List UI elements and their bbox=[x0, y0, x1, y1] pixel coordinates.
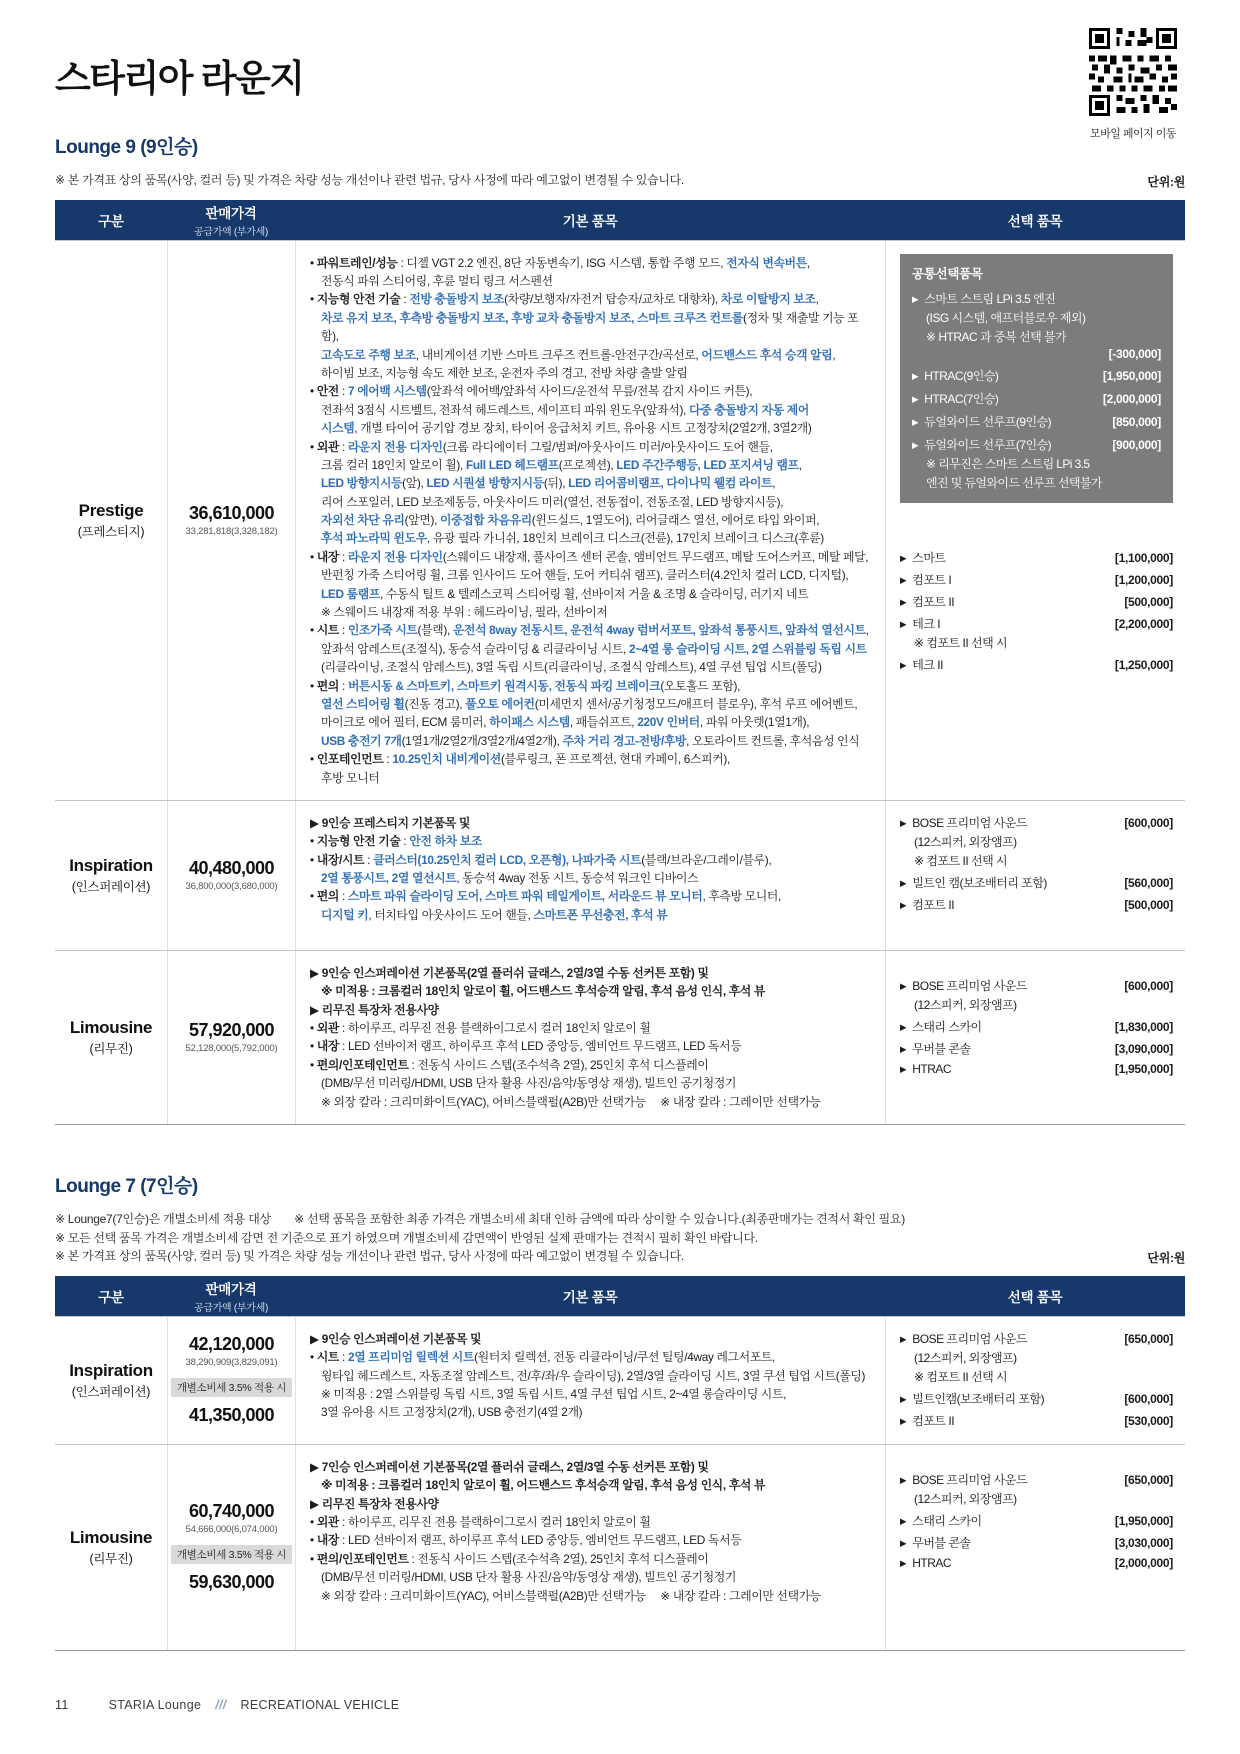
option-item bbox=[900, 549, 1173, 566]
option-price: [600,000] bbox=[1124, 1391, 1173, 1406]
limousine9-features bbox=[295, 951, 885, 1124]
trim-name-ko: (리무진) bbox=[89, 1551, 133, 1566]
common-options-list bbox=[912, 367, 1161, 453]
feature-line: ▶ 9인승 인스퍼레이션 기본품목(2열 플러쉬 글래스, 2열/3열 수동 선커튼 포함) 및 bbox=[310, 965, 709, 980]
feature-line: ※ 미적용 : 크롬컬러 18인치 알로이 휠, 어드밴스드 후석승객 알림, 후석 음성 인식, 후석 뷰 bbox=[321, 1478, 766, 1493]
option-item bbox=[912, 390, 1161, 407]
limousine9-trim bbox=[55, 951, 167, 1124]
triangle-bullet-icon: ▶ bbox=[900, 1063, 907, 1074]
option-subline: (12스피커, 외장앰프) bbox=[914, 997, 1017, 1012]
option-label: 듀얼와이드 선루프(7인승) bbox=[924, 437, 1052, 452]
inspiration7-trim bbox=[55, 1317, 167, 1444]
option-label: 스태리 스카이 bbox=[912, 1513, 982, 1528]
feature-line: • 내장 : LED 선바이저 램프, 하이루프 후석 LED 중앙등, 엠비언트 무드램프, LED 독서등 bbox=[310, 1533, 742, 1548]
option-item bbox=[900, 814, 1173, 831]
option-price: [1,830,000] bbox=[1114, 1019, 1173, 1034]
common-options-box bbox=[900, 254, 1173, 503]
feature-line: 디지털 키, 터치타입 아웃사이드 도어 핸들, 스마트폰 무선충전, 후석 뷰 bbox=[321, 907, 668, 922]
option-price: [500,000] bbox=[1124, 897, 1173, 912]
lounge9-note: ※ 본 가격표 상의 품목(사양, 컬러 등) 및 가격은 차량 성능 개선이나 관련 법규, 당사 사정에 따라 예고없이 변경될 수 있습니다. bbox=[55, 173, 684, 187]
row-limousine-9 bbox=[55, 950, 1185, 1124]
feature-line: 리어 스포일러, LED 보조제동등, 아웃사이드 미러(열선, 전동접이, 전동조절, LED 방향지시등), bbox=[321, 494, 784, 509]
price-supply: 54,666,000(6,074,000) bbox=[185, 1524, 278, 1536]
inspiration9-options bbox=[885, 801, 1185, 950]
qr-caption: 모바일 페이지 이동 bbox=[1089, 128, 1177, 140]
row-inspiration-9 bbox=[55, 800, 1185, 950]
option-price: [600,000] bbox=[1124, 978, 1173, 993]
option-subline: ※ 컴포트 II 선택 시 bbox=[914, 853, 1008, 868]
feature-line: ※ 스웨이드 내장재 적용 부위 : 헤드라이닝, 필라, 선바이저 bbox=[321, 605, 608, 620]
triangle-bullet-icon: ▶ bbox=[900, 1557, 907, 1568]
tax-badge: 개별소비세 3.5% 적용 시 bbox=[171, 1378, 292, 1397]
option-item bbox=[900, 1512, 1173, 1529]
feature-line: 후방 모니터 bbox=[321, 770, 380, 785]
option-item bbox=[900, 1412, 1173, 1429]
triangle-bullet-icon: ▶ bbox=[900, 817, 907, 828]
feature-line: 후석 파노라믹 윈도우, 유광 필라 가니쉬, 18인치 브레이크 디스크(전륜), 17인치 브레이크 디스크(후륜) bbox=[321, 531, 824, 546]
option-subline: (ISG 시스템, 애프터블로우 제외) bbox=[926, 310, 1086, 325]
trim-name-ko: (인스퍼레이션) bbox=[71, 879, 151, 894]
price-supply: 36,800,000(3,680,000) bbox=[185, 881, 278, 893]
option-price: [2,000,000] bbox=[1102, 391, 1161, 406]
feature-line: 윙타입 헤드레스트, 자동조절 암레스트, 전/후/좌/우 슬라이딩), 2열/3열 슬라이딩 시트, 3열 쿠션 팁업 시트(폴딩) bbox=[321, 1368, 866, 1383]
feature-line: ▶ 9인승 인스퍼레이션 기본품목 및 bbox=[310, 1331, 482, 1346]
triangle-bullet-icon: ▶ bbox=[900, 1333, 907, 1344]
price-main-discounted: 41,350,000 bbox=[188, 1405, 275, 1426]
option-price: [1,250,000] bbox=[1114, 657, 1173, 672]
feature-line: • 외관 : 라운지 전용 디자인(크롬 라디에이터 그릴/범퍼/아웃사이드 미러/아웃사이드 도어 핸들, bbox=[310, 439, 773, 454]
feature-line: • 인포테인먼트 : 10.25인치 내비게이션(블루링크, 폰 프로젝션, 현대 카페이, 6스피커), bbox=[310, 752, 730, 767]
option-item bbox=[912, 290, 1161, 307]
triangle-bullet-icon: ▶ bbox=[900, 574, 907, 585]
footer-divider: /// bbox=[215, 1698, 227, 1712]
footer-brand: STARIA Lounge bbox=[108, 1698, 202, 1712]
triangle-bullet-icon: ▶ bbox=[900, 1515, 907, 1526]
row-inspiration-7 bbox=[55, 1316, 1185, 1444]
col-price-sub: 공급가액 (부가세) bbox=[193, 226, 269, 238]
option-item bbox=[900, 1040, 1173, 1057]
qr-block bbox=[1081, 28, 1185, 141]
unit-label: 단위:원 bbox=[1147, 174, 1185, 189]
triangle-bullet-icon: ▶ bbox=[900, 1393, 907, 1404]
option-label: 컴포트 II bbox=[912, 897, 955, 912]
col-optional: 선택 품목 bbox=[1007, 213, 1063, 229]
option-price: [850,000] bbox=[1112, 414, 1161, 429]
feature-line: 차로 유지 보조, 후측방 충돌방지 보조, 후방 교차 충돌방지 보조, 스마트 크루즈 컨트롤(정차 및 재출발 기능 포함), bbox=[321, 310, 859, 344]
option-label: HTRAC bbox=[912, 1061, 952, 1076]
inspiration7-options bbox=[885, 1317, 1185, 1444]
option-label: 빌트인캠(보조배터리 포함) bbox=[912, 1391, 1045, 1406]
option-label: HTRAC(7인승) bbox=[924, 391, 999, 406]
feature-line: 마이크로 에어 필터, ECM 룸미러, 하이패스 시스템, 패들쉬프트, 220V 인버터, 파워 아웃렛(1열1개), bbox=[321, 715, 810, 730]
limousine7-features bbox=[295, 1445, 885, 1650]
feature-line: 2열 통풍시트, 2열 열선시트, 동승석 4way 전동 시트, 동승석 워크인 디바이스 bbox=[321, 871, 699, 886]
option-item bbox=[900, 593, 1173, 610]
option-item bbox=[900, 571, 1173, 588]
option-label: BOSE 프리미엄 사운드 bbox=[912, 1472, 1027, 1487]
note-line: ※ 모든 선택 품목 가격은 개별소비세 감면 전 기준으로 표기 하였으며 개별소비세 감면액이 반영된 실제 판매가는 견적시 필히 확인 바랍니다. bbox=[55, 1230, 758, 1245]
price-main: 60,740,000 bbox=[188, 1501, 275, 1522]
price-supply: 52,128,000(5,792,000) bbox=[185, 1043, 278, 1055]
inspiration7-features bbox=[295, 1317, 885, 1444]
option-price: [1,200,000] bbox=[1114, 572, 1173, 587]
option-subline: (12스피커, 외장앰프) bbox=[914, 1350, 1017, 1365]
prestige-features bbox=[295, 241, 885, 800]
option-label: 빌트인 캠(보조배터리 포함) bbox=[912, 875, 1047, 890]
option-label: 스태리 스카이 bbox=[912, 1019, 982, 1034]
note-line: ※ 본 가격표 상의 품목(사양, 컬러 등) 및 가격은 차량 성능 개선이나 관련 법규, 당사 사정에 따라 예고없이 변경될 수 있습니다. bbox=[55, 1249, 684, 1264]
option-subline: ※ HTRAC 과 중복 선택 불가 bbox=[926, 329, 1067, 344]
triangle-bullet-icon: ▶ bbox=[912, 416, 919, 427]
limousine9-options bbox=[885, 951, 1185, 1124]
trim-name-ko: (프레스티지) bbox=[77, 524, 145, 539]
price-main: 40,480,000 bbox=[188, 858, 275, 879]
option-label: BOSE 프리미엄 사운드 bbox=[912, 978, 1027, 993]
feature-line: ※ 외장 칼라 : 크리미화이트(YAC), 어비스블랙펄(A2B)만 선택가능 ※ 내장 칼라 : 그레이만 선택가능 bbox=[321, 1094, 821, 1109]
inspiration7-price bbox=[167, 1317, 295, 1444]
unit-label-2: 단위:원 bbox=[1147, 1250, 1185, 1265]
feature-line: 시스템, 개별 타이어 공기압 경보 장치, 타이어 응급처치 키트, 유아용 시트 고정장치(2열2개, 3열2개) bbox=[321, 421, 812, 436]
option-price: [500,000] bbox=[1124, 594, 1173, 609]
option-price: [3,030,000] bbox=[1114, 1535, 1173, 1550]
triangle-bullet-icon: ▶ bbox=[912, 293, 919, 304]
feature-line: 크롬 컬러 18인치 알로이 휠), Full LED 헤드램프(프로젝션), LED 주간주행등, LED 포지셔닝 램프, bbox=[321, 457, 802, 472]
option-price: [560,000] bbox=[1124, 875, 1173, 890]
option-item bbox=[912, 413, 1161, 430]
option-label: 테크 II bbox=[912, 657, 943, 672]
feature-line: LED 방향지시등(앞), LED 시퀀셜 방향지시등(뒤), LED 리어콤비램프, 다이나믹 웰컴 라이트, bbox=[321, 476, 776, 491]
option-price: [2,200,000] bbox=[1114, 616, 1173, 631]
feature-line: 열선 스티어링 휠(진동 경고), 풀오토 에어컨(미세먼지 센서/공기청정모드/애프터 블로우), 후석 루프 에어벤트, bbox=[321, 696, 858, 711]
option-item bbox=[900, 1018, 1173, 1035]
option-price: [530,000] bbox=[1124, 1413, 1173, 1428]
col-price: 판매가격 bbox=[205, 1281, 257, 1297]
price-supply: 38,290,909(3,829,091) bbox=[185, 1357, 278, 1369]
option-item bbox=[900, 1062, 1173, 1076]
option-label: 컴포트 II bbox=[912, 1413, 955, 1428]
option-subline: ※ 컴포트 II 선택 시 bbox=[914, 1369, 1008, 1384]
option-label: 컴포트 I bbox=[912, 572, 952, 587]
option-price: [3,090,000] bbox=[1114, 1041, 1173, 1056]
col-category: 구분 bbox=[98, 1289, 124, 1305]
feature-line: • 편의/인포테인먼트 : 전동식 사이드 스텝(조수석측 2열), 25인치 후석 디스플레이 bbox=[310, 1057, 709, 1072]
trim-name: Limousine bbox=[69, 1527, 153, 1547]
feature-line: • 안전 : 7 에어백 시스템(앞좌석 에어백/앞좌석 사이드/운전석 무릎/전복 감지 사이드 커튼), bbox=[310, 384, 753, 399]
triangle-bullet-icon: ▶ bbox=[900, 1043, 907, 1054]
option-price: [900,000] bbox=[1112, 437, 1161, 452]
feature-line: ※ 미적용 : 2열 스위블링 독립 시트, 3열 독립 시트, 4열 쿠션 팁업 시트, 2~4열 롱슬라이딩 시트, bbox=[321, 1387, 787, 1401]
feature-line: LED 룸램프, 수동식 틸트 & 텔레스코픽 스티어링 휠, 선바이저 거울 & 조명 & 슬라이딩, 러기지 네트 bbox=[321, 586, 809, 601]
price-main: 42,120,000 bbox=[188, 1334, 275, 1355]
lounge7-table-header bbox=[55, 1276, 1185, 1316]
option-item bbox=[900, 874, 1173, 891]
option-price: [650,000] bbox=[1124, 1472, 1173, 1487]
feature-line: • 파워트레인/성능 : 디젤 VGT 2.2 엔진, 8단 자동변속기, ISG 시스템, 통합 주행 모드, 전자식 변속버튼, bbox=[310, 255, 810, 270]
feature-line: • 내장 : 라운지 전용 디자인(스웨이드 내장재, 풀사이즈 센터 콘솔, 앰비언트 무드램프, 메탈 도어스커프, 메탈 페달, bbox=[310, 549, 869, 564]
feature-line: 3열 유아용 시트 고정장치(2개), USB 충전기(4열 2개) bbox=[321, 1405, 583, 1420]
option-price: [1,100,000] bbox=[1114, 550, 1173, 565]
col-price: 판매가격 bbox=[205, 205, 257, 221]
option-price: [1,950,000] bbox=[1102, 368, 1161, 383]
prestige-price bbox=[167, 241, 295, 800]
common-options-note-line: ※ 리무진은 스마트 스트림 LPi 3.5 bbox=[926, 456, 1090, 471]
col-price-sub: 공급가액 (부가세) bbox=[193, 1302, 269, 1314]
col-category: 구분 bbox=[98, 213, 124, 229]
option-item bbox=[900, 1330, 1173, 1347]
triangle-bullet-icon: ▶ bbox=[900, 596, 907, 607]
common-options-note bbox=[912, 455, 1161, 491]
trim-name: Limousine bbox=[69, 1017, 153, 1037]
feature-line: • 외관 : 하이루프, 리무진 전용 블랙하이그로시 컬러 18인치 알로이 휠 bbox=[310, 1021, 651, 1036]
feature-line: 고속도로 주행 보조, 내비게이션 기반 스마트 크루즈 컨트롤-안전구간/곡선로, 어드밴스드 후석 승객 알림, bbox=[321, 347, 836, 362]
triangle-bullet-icon: ▶ bbox=[900, 1537, 907, 1548]
option-item bbox=[912, 367, 1161, 384]
limousine9-price bbox=[167, 951, 295, 1124]
option-price: [-300,000] bbox=[1108, 346, 1161, 361]
limousine7-options bbox=[885, 1445, 1185, 1650]
option-item bbox=[900, 615, 1173, 632]
prestige-trim bbox=[55, 241, 167, 800]
triangle-bullet-icon: ▶ bbox=[900, 1415, 907, 1426]
option-price: [600,000] bbox=[1124, 815, 1173, 830]
prestige-package-options bbox=[900, 549, 1173, 673]
price-supply: 33,281,818(3,328,182) bbox=[185, 526, 278, 538]
trim-name-ko: (리무진) bbox=[89, 1041, 133, 1056]
inspiration9-trim bbox=[55, 801, 167, 950]
feature-line: ※ 외장 칼라 : 크리미화이트(YAC), 어비스블랙펄(A2B)만 선택가능 ※ 내장 칼라 : 그레이만 선택가능 bbox=[321, 1588, 821, 1603]
option-item bbox=[900, 1556, 1173, 1570]
feature-line: 앞좌석 암레스트(조절식), 동승석 슬라이딩 & 리클라이닝 시트, 2~4열 롱 슬라이딩 시트, 2열 스위블링 독립 시트 bbox=[321, 641, 867, 656]
feature-line: 전좌석 3점식 시트벨트, 전좌석 헤드레스트, 세이프티 파워 윈도우(앞좌석), 다중 충돌방지 자동 제어 bbox=[321, 402, 809, 417]
lounge9-heading: Lounge 9 (9인승) bbox=[55, 137, 198, 158]
option-item bbox=[900, 1390, 1173, 1407]
triangle-bullet-icon: ▶ bbox=[900, 877, 907, 888]
option-label: 듀얼와이드 선루프(9인승) bbox=[924, 414, 1052, 429]
row-prestige bbox=[55, 240, 1185, 800]
feature-line: ▶ 리무진 특장차 전용사양 bbox=[310, 1496, 439, 1511]
feature-line: • 편의 : 스마트 파워 슬라이딩 도어, 스마트 파워 테일게이트, 서라운드 뷰 모니터, 후측방 모니터, bbox=[310, 889, 781, 904]
tax-badge: 개별소비세 3.5% 적용 시 bbox=[171, 1545, 292, 1564]
feature-line: • 외관 : 하이루프, 리무진 전용 블랙하이그로시 컬러 18인치 알로이 휠 bbox=[310, 1515, 651, 1529]
option-item bbox=[900, 1471, 1173, 1488]
feature-line: (리클라이닝, 조절식 암레스트), 3열 독립 시트(리클라이닝, 조절식 암레스트), 4열 쿠션 팁업 시트(폴딩) bbox=[321, 660, 822, 675]
inspiration9-price bbox=[167, 801, 295, 950]
col-basic: 기본 품목 bbox=[562, 1289, 618, 1305]
option-label: HTRAC(9인승) bbox=[924, 368, 999, 383]
feature-line: ▶ 9인승 프레스티지 기본품목 및 bbox=[310, 815, 471, 830]
option-label: 컴포트 II bbox=[912, 594, 955, 609]
note-line: ※ Lounge7(7인승)은 개별소비세 적용 대상 ※ 선택 품목을 포함한 최종 가격은 개별소비세 최대 인하 금액에 따라 상이할 수 있습니다.(최종판매가는 견적서 확인 필요) bbox=[55, 1212, 905, 1227]
feature-line: 하이빔 보조, 지능형 속도 제한 보조, 운전자 주의 경고, 전방 차량 출발 알림 bbox=[321, 365, 688, 380]
option-subline: ※ 컴포트 II 선택 시 bbox=[914, 635, 1008, 650]
qr-code-icon bbox=[1089, 28, 1177, 116]
feature-line: • 내장/시트 : 클러스터(10.25인치 컬러 LCD, 오픈형), 나파가죽 시트(블랙/브라운/그레이/블루), bbox=[310, 852, 772, 867]
price-main-discounted: 59,630,000 bbox=[188, 1572, 275, 1593]
triangle-bullet-icon: ▶ bbox=[900, 659, 907, 670]
limousine7-trim bbox=[55, 1445, 167, 1650]
feature-line: • 시트 : 인조가죽 시트(블랙), 운전석 8way 전동시트, 운전석 4way 럼버서포트, 앞좌석 통풍시트, 앞좌석 열선시트, bbox=[310, 623, 869, 638]
lounge7-notes bbox=[55, 1210, 905, 1266]
feature-line: USB 충전기 7개(1열1개/2열2개/3열2개/4열2개), 주차 거리 경고-전방/후방, 오토라이트 컨트롤, 후석음성 인식 bbox=[321, 733, 860, 748]
feature-line: 전동식 파워 스티어링, 후륜 멀티 링크 서스펜션 bbox=[321, 273, 553, 288]
feature-line: • 지능형 안전 기술 : 안전 하차 보조 bbox=[310, 834, 482, 849]
option-label: HTRAC bbox=[912, 1555, 952, 1570]
option-label: 스마트 스트림 LPi 3.5 엔진 bbox=[924, 291, 1056, 306]
feature-line: • 편의/인포테인먼트 : 전동식 사이드 스텝(조수석측 2열), 25인치 후석 디스플레이 bbox=[310, 1551, 709, 1566]
triangle-bullet-icon: ▶ bbox=[900, 899, 907, 910]
option-item bbox=[900, 977, 1173, 994]
feature-line: • 지능형 안전 기술 : 전방 충돌방지 보조(차량/보행자/자전거 탑승자/교차로 대향차), 차로 이탈방지 보조, bbox=[310, 292, 819, 307]
feature-line: ※ 미적용 : 크롬컬러 18인치 알로이 휠, 어드밴스드 후석승객 알림, 후석 음성 인식, 후석 뷰 bbox=[321, 984, 766, 999]
footer-category: RECREATIONAL VEHICLE bbox=[240, 1698, 400, 1712]
triangle-bullet-icon: ▶ bbox=[900, 618, 907, 629]
page-footer bbox=[55, 1698, 399, 1712]
price-main: 57,920,000 bbox=[188, 1020, 275, 1041]
option-label: 무버블 콘솔 bbox=[912, 1535, 971, 1550]
trim-name: Inspiration bbox=[69, 855, 153, 875]
option-price: [1,950,000] bbox=[1114, 1061, 1173, 1076]
limousine7-price bbox=[167, 1445, 295, 1650]
feature-line: • 시트 : 2열 프리미엄 릴렉션 시트(원터치 릴렉션, 전동 리클라이닝/쿠션 틸팅/4way 레그서포트, bbox=[310, 1350, 775, 1365]
feature-line: 자외선 차단 유리(앞면), 이중접합 차음유리(윈드실드, 1열도어), 리어글래스 열선, 에어로 타입 와이퍼, bbox=[321, 513, 820, 528]
common-options-note-line: 엔진 및 듀얼와이드 선루프 선택불가 bbox=[926, 475, 1102, 490]
option-label: BOSE 프리미엄 사운드 bbox=[912, 1331, 1027, 1346]
option-label: 무버블 콘솔 bbox=[912, 1041, 971, 1056]
lounge7-heading: Lounge 7 (7인승) bbox=[55, 1176, 198, 1198]
lounge9-table bbox=[55, 200, 1185, 1125]
option-subline: (12스피커, 외장앰프) bbox=[914, 834, 1017, 849]
option-item bbox=[900, 656, 1173, 673]
option-subline: (12스피커, 외장앰프) bbox=[914, 1491, 1017, 1506]
triangle-bullet-icon: ▶ bbox=[900, 980, 907, 991]
col-optional: 선택 품목 bbox=[1007, 1289, 1063, 1305]
feature-line: • 편의 : 버튼시동 & 스마트키, 스마트키 원격시동, 전동식 파킹 브레이크(오토홀드 포함), bbox=[310, 678, 741, 693]
feature-line: ▶ 리무진 특장차 전용사양 bbox=[310, 1002, 439, 1017]
triangle-bullet-icon: ▶ bbox=[900, 552, 907, 563]
triangle-bullet-icon: ▶ bbox=[912, 393, 919, 404]
trim-name: Prestige bbox=[78, 500, 144, 520]
triangle-bullet-icon: ▶ bbox=[912, 370, 919, 381]
option-label: 스마트 bbox=[912, 550, 946, 565]
triangle-bullet-icon: ▶ bbox=[912, 439, 919, 450]
prestige-options bbox=[885, 241, 1185, 800]
trim-name: Inspiration bbox=[69, 1360, 153, 1380]
option-label: 테크 I bbox=[912, 616, 941, 631]
inspiration9-features bbox=[295, 801, 885, 950]
common-options-title: 공통선택품목 bbox=[912, 266, 983, 281]
page-title: 스타리아 라운지 bbox=[55, 58, 304, 99]
option-item bbox=[912, 436, 1161, 453]
option-item bbox=[900, 1534, 1173, 1551]
col-basic: 기본 품목 bbox=[562, 213, 618, 229]
page-number: 11 bbox=[55, 1698, 69, 1712]
feature-line: • 내장 : LED 선바이저 램프, 하이루프 후석 LED 중앙등, 엠비언트 무드램프, LED 독서등 bbox=[310, 1039, 742, 1054]
row-limousine-7 bbox=[55, 1444, 1185, 1650]
option-price: [650,000] bbox=[1124, 1331, 1173, 1346]
trim-name-ko: (인스퍼레이션) bbox=[71, 1384, 151, 1399]
price-main: 36,610,000 bbox=[188, 503, 275, 524]
option-price: [2,000,000] bbox=[1114, 1555, 1173, 1570]
option-item bbox=[900, 896, 1173, 913]
triangle-bullet-icon: ▶ bbox=[900, 1021, 907, 1032]
feature-line: (DMB/무선 미러링/HDMI, USB 단자 활용 사진/음악/동영상 재생), 빌트인 공기청정기 bbox=[321, 1570, 737, 1585]
option-label: BOSE 프리미엄 사운드 bbox=[912, 815, 1027, 830]
triangle-bullet-icon: ▶ bbox=[900, 1474, 907, 1485]
option-price: [1,950,000] bbox=[1114, 1513, 1173, 1528]
feature-line: (DMB/무선 미러링/HDMI, USB 단자 활용 사진/음악/동영상 재생), 빌트인 공기청정기 bbox=[321, 1076, 737, 1091]
lounge7-table bbox=[55, 1276, 1185, 1651]
lounge9-table-header bbox=[55, 200, 1185, 240]
feature-line: 반펀칭 가죽 스티어링 휠, 크롬 인사이드 도어 핸들, 도어 커티쉬 램프), 클러스터(4.2인치 컬러 LCD, 디지털), bbox=[321, 568, 849, 583]
feature-line: ▶ 7인승 인스퍼레이션 기본품목(2열 플러쉬 글래스, 2열/3열 수동 선커튼 포함) 및 bbox=[310, 1459, 709, 1474]
common-engine-option bbox=[912, 290, 1161, 361]
